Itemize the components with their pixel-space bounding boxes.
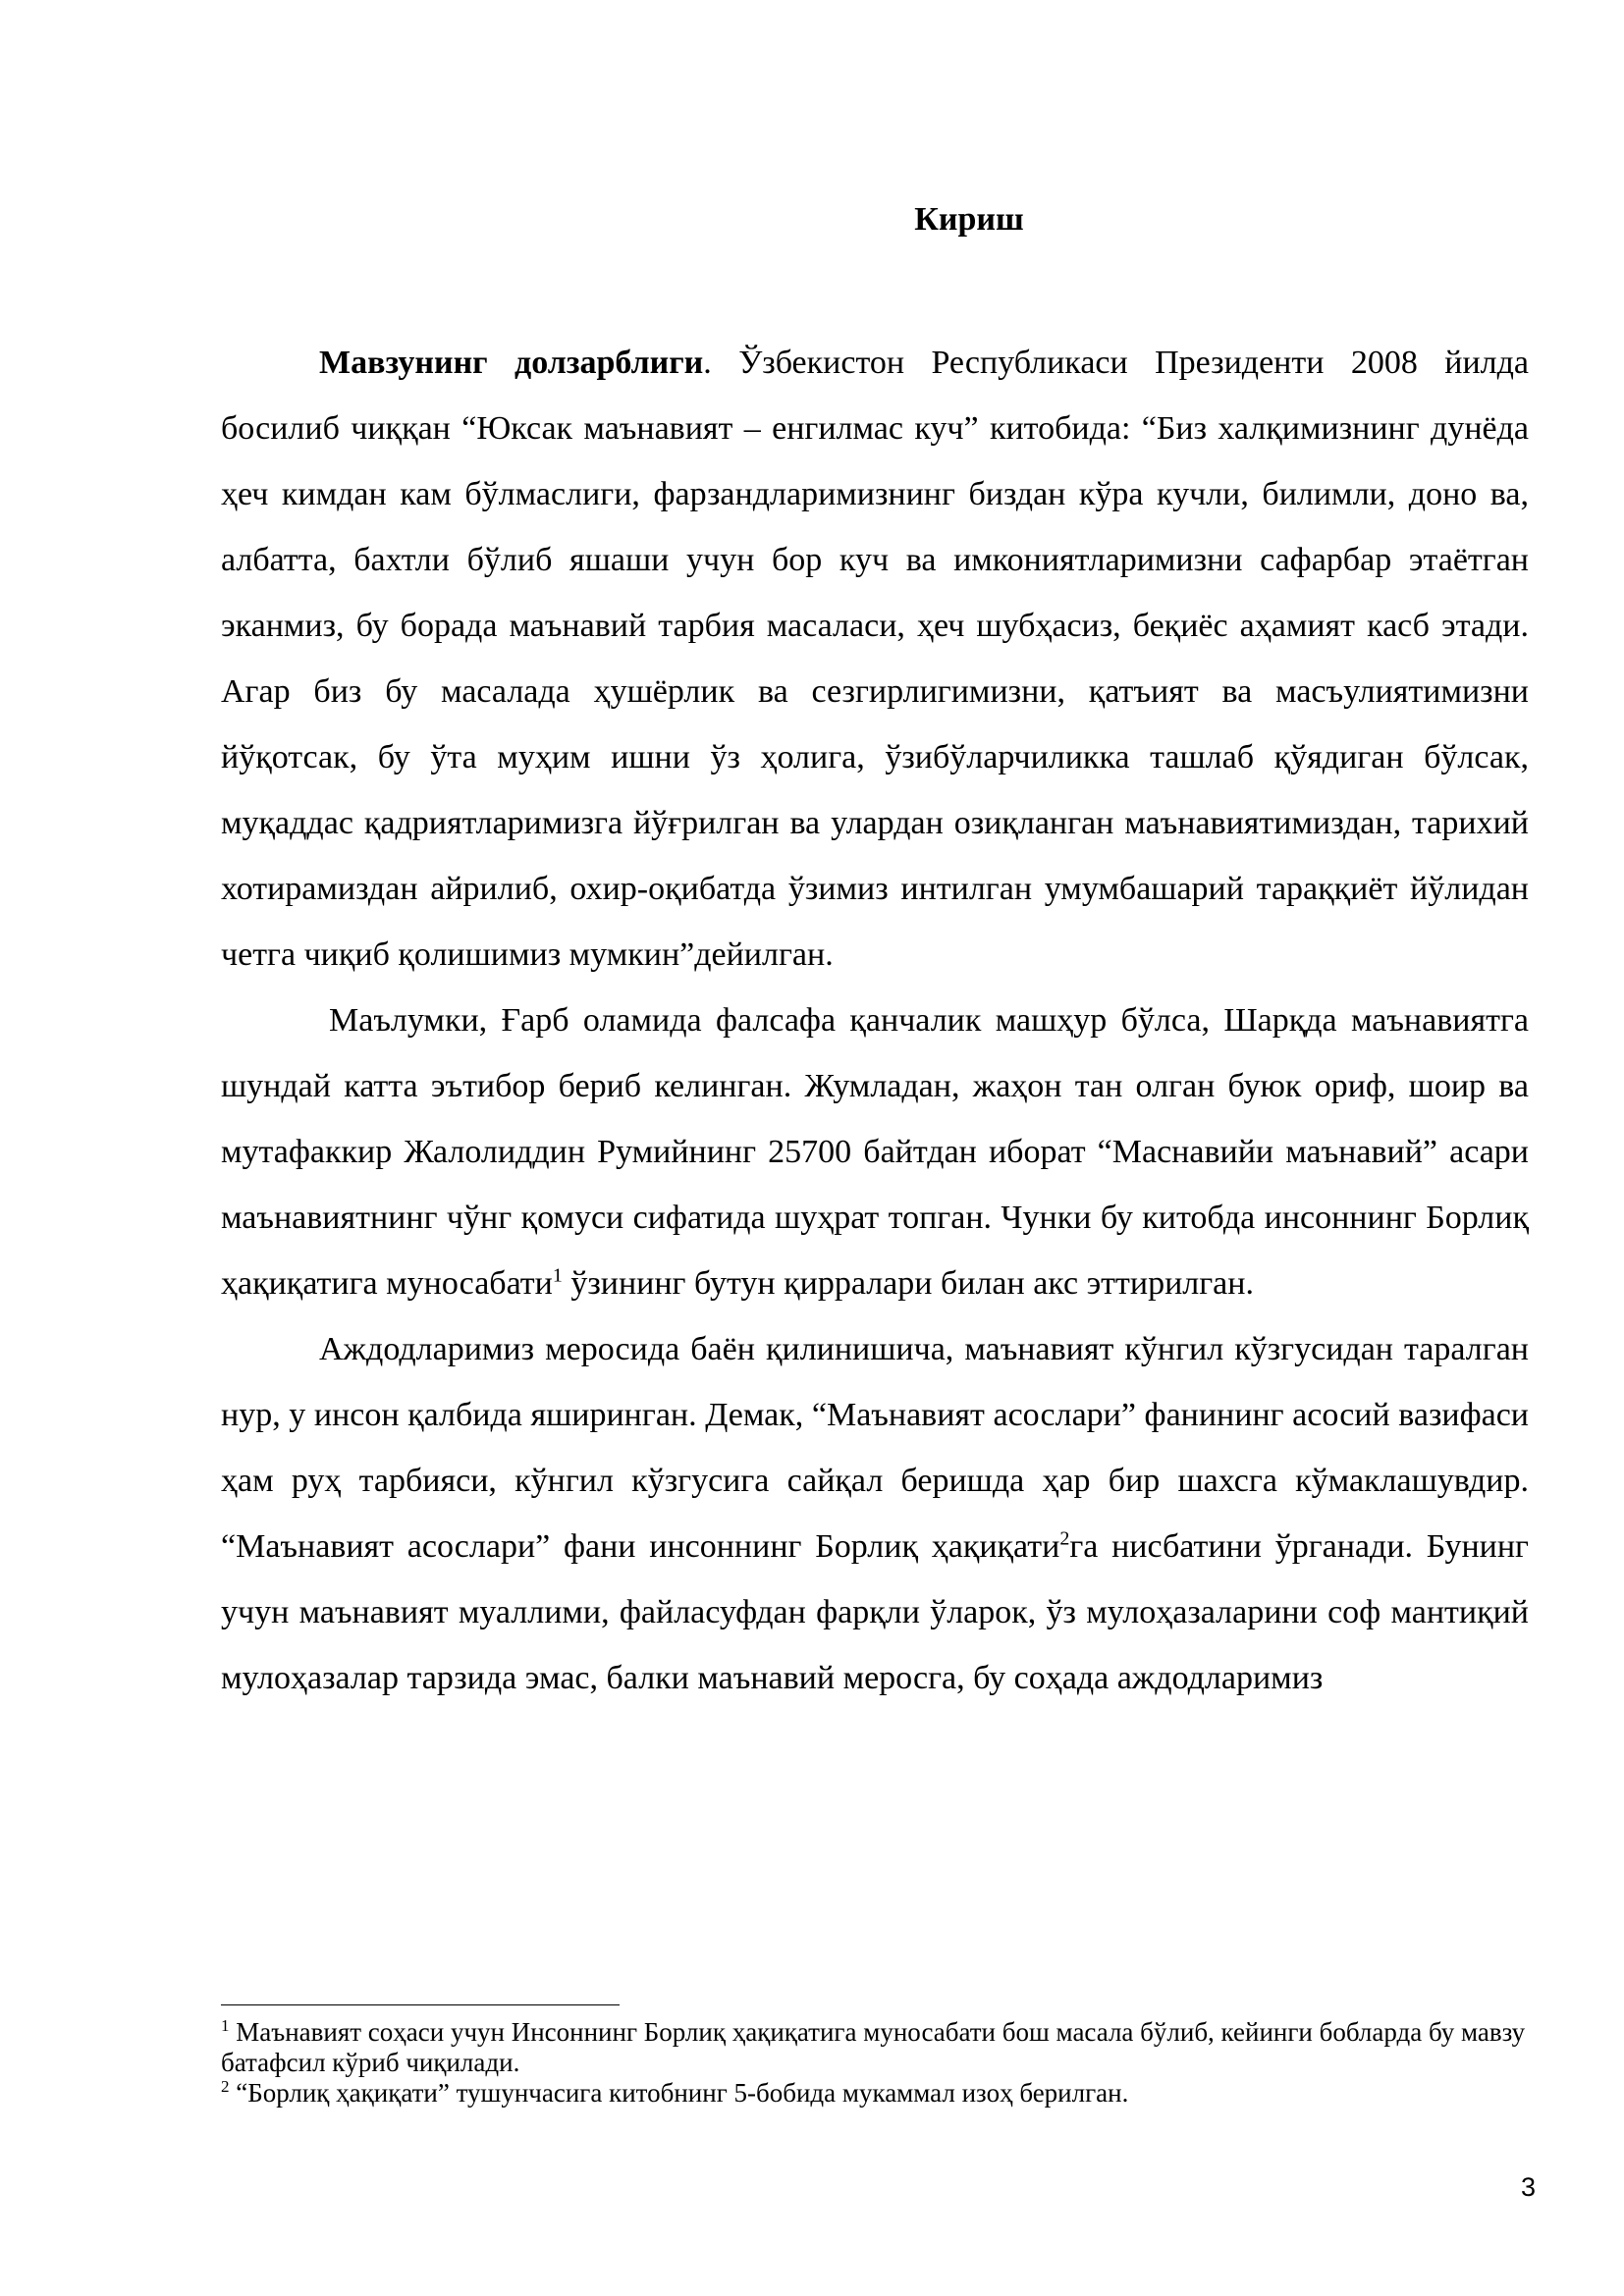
footnote-text: “Борлиқ ҳақиқати” тушунчасига китобнинг 5-бобида мукаммал изоҳ берилган. — [229, 2078, 1129, 2108]
paragraph-text: Маълумки, Ғарб оламида фалсафа қанчалик машҳур бўлса, Шарқда маънавиятга шундай катта эътибор бериб келинган. Жумладан, жаҳон тан олган буюк ориф, шоир ва мутафаккир Жалолиддин Румийнинг 25700 байтдан иборат “Маснавийи маънавий” асари маънавиятнинг чўнг қомуси сифатида шуҳрат топган. Чунки бу китобда инсоннинг Борлиқ ҳақиқатига муносабати — [221, 1002, 1529, 1302]
footnote-text: Маънавият соҳаси учун Инсоннинг Борлиқ ҳақиқатига муносабати бош масала бўлиб, кейинги бобларда бу мавзу батафсил кўриб чиқилади. — [221, 2017, 1526, 2077]
page-number: 3 — [1520, 2172, 1536, 2202]
section-title: Кириш — [914, 201, 1024, 238]
footnote-1 — [221, 2017, 1529, 2078]
footnotes — [221, 2017, 1529, 2109]
paragraph-text: га нисбатини ўрганади. Бунинг учун маънавият муаллими, файласуфдан фарқли ўларок, ўз мулоҳазаларини соф мантиқий мулоҳазалар тарзида эмас, балки маънавий меросга, бу соҳада аждодларимиз — [221, 1528, 1529, 1696]
paragraph-text: ўзининг бутун қирралари билан акс эттирилган. — [562, 1265, 1254, 1302]
footnote-mark: 1 — [221, 2016, 230, 2035]
footnote-reference-1[interactable]: 1 — [552, 1264, 563, 1287]
footnote-separator — [221, 2004, 620, 2005]
footnote-mark: 2 — [221, 2077, 230, 2096]
paragraph-text: Аждодларимиз меросида баён қилинишича, маънавият кўнгил кўзгусидан таралган нур, у инсон қалбида яширинган. Демак, “Маънавият асослари” фанининг асосий вазифаси ҳам руҳ тарбияси, кўнгил кўзгусига сайқал беришда ҳар бир шахсга кўмаклашувдир. “Маънавият асослари” фани инсоннинг Борлиқ ҳақиқати — [221, 1331, 1529, 1565]
paragraph-lead-heading: Мавзунинг долзарблиги — [319, 345, 704, 381]
body-text — [221, 330, 1529, 1711]
paragraph-relevance — [221, 330, 1529, 988]
footnote-reference-2[interactable]: 2 — [1059, 1527, 1070, 1550]
paragraph-heritage — [221, 1316, 1529, 1711]
paragraph-text: . Ўзбекистон Республикаси Президенти 2008 йилда босилиб чиққан “Юксак маънавият – енгилмас куч” китобида: “Биз халқимизнинг дунёда ҳеч кимдан кам бўлмаслиги, фарзандларимизнинг биздан кўра кучли, билимли, доно ва, албатта, бахтли бўлиб яшаши учун бор куч ва имкониятларимизни сафарбар этаётган эканмиз, бу борада маънавий тарбия масаласи, ҳеч шубҳасиз, беқиёс аҳамият касб этади. Агар биз бу масалада ҳушёрлик ва сезгирлигимизни, қатъият ва масъулиятимизни йўқотсак, бу ўта муҳим ишни ўз ҳолига, ўзибўларчиликка ташлаб қўядиган бўлсак, муқаддас қадриятларимизга йўғрилган ва улардан озиқланган маънавиятимиздан, тарихий хотирамиздан айрилиб, охир-оқибатда ўзимиз интилган умумбашарий тараққиёт йўлидан четга чиқиб қолишимиз мумкин”дейилган. — [221, 345, 1529, 973]
paragraph-rumi — [221, 988, 1529, 1316]
footnote-2 — [221, 2078, 1529, 2109]
